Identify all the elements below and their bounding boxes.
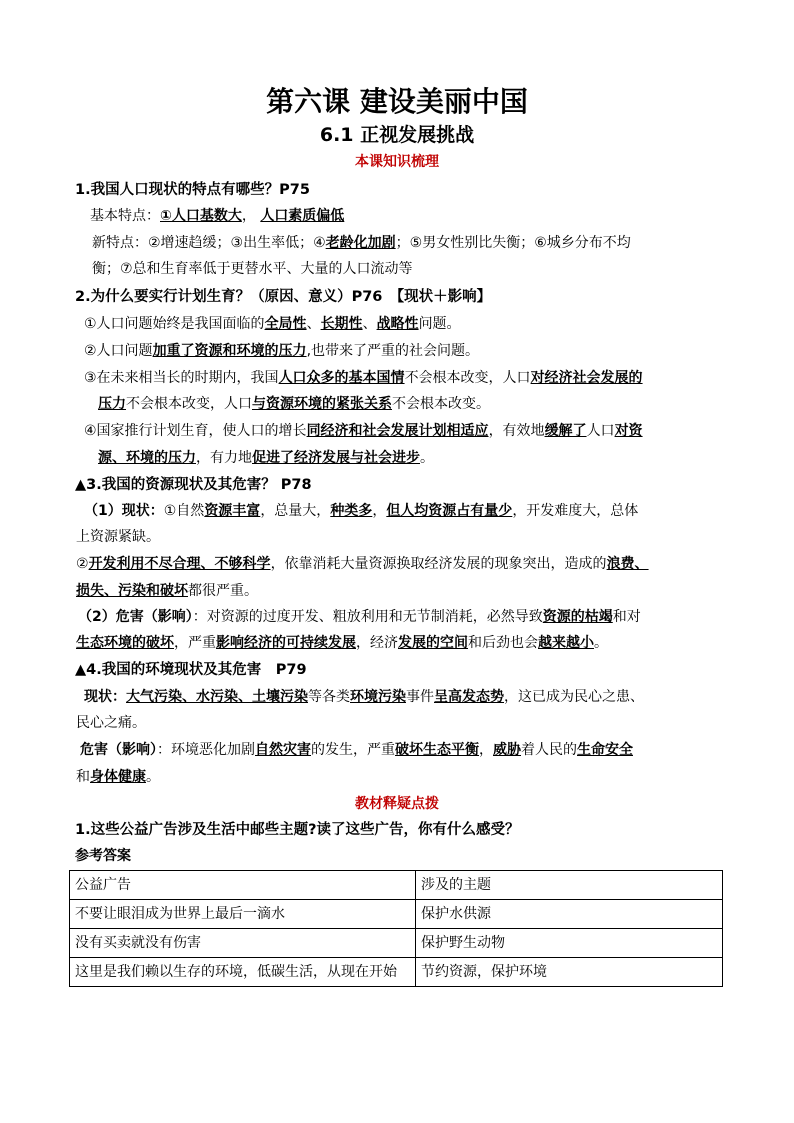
q3-s2-e: 损失、污染和破坏 (76, 583, 188, 599)
table-row (70, 900, 723, 929)
q2-p4-a: ④国家推行计划生育，使人口的增长 (84, 423, 307, 439)
q4-harm-label: 危害（影响） (80, 742, 157, 758)
q3-s1-e: ， (372, 503, 387, 519)
q3-h-c: 和对 (612, 609, 641, 625)
q2-point-2 (84, 340, 479, 362)
question-2-title: 2.为什么要实行计划生育？（原因、意义）P76 【现状＋影响】 (75, 289, 492, 305)
q2-p3-e: 压力 (98, 396, 126, 412)
q3-status-line (84, 500, 638, 522)
q3-s1-f: 但人均资源占有量少 (386, 503, 513, 519)
q4-h-f: 威胁 (493, 742, 521, 758)
q3-status-line-2: 上资源紧缺。 (76, 529, 160, 545)
q4-h-a: ：环境恶化加剧 (157, 742, 255, 758)
q1-basic-line (90, 205, 344, 227)
q2-p4-e: 人口 (586, 423, 615, 439)
table-cell: 保护野生动物 (416, 929, 723, 958)
q2-p1-a: ①人口问题始终是我国面临的 (84, 316, 265, 332)
q4-h-c: 的发生，严重 (311, 742, 395, 758)
q1-basic-2: 人口素质偏低 (260, 208, 345, 224)
table-cell: 这里是我们赖以生存的环境，低碳生活，从现在开始 (70, 958, 416, 987)
q2-p2-a: ②人口问题 (84, 343, 153, 359)
q4-h-b: 自然灾害 (255, 742, 311, 758)
q4-h-h: 生命安全 (577, 742, 633, 758)
q3-status-label: （1）现状： (84, 503, 164, 519)
q3-h-k: 。 (594, 635, 608, 651)
q2-p4-j: 。 (420, 450, 434, 466)
table-header-row (70, 871, 723, 900)
q1-basic-label: 基本特点： (90, 208, 160, 224)
q3-h-h: 发展的空间 (398, 635, 468, 651)
q4-harm-line (80, 739, 633, 761)
q1-basic-sep: ， (241, 208, 256, 224)
q3-s2-a: ② (76, 556, 89, 572)
q2-point-1 (84, 313, 461, 335)
q3-status-point-2 (76, 553, 649, 575)
lesson-title: 第六课 建设美丽中国 (266, 85, 528, 118)
q2-p1-d: 长期性 (320, 316, 363, 332)
q4-harm-line-2 (76, 766, 160, 788)
q3-h-b: 资源的枯竭 (542, 609, 613, 625)
q3-s1-g: ，开发难度大，总体 (512, 503, 639, 519)
q4-h-k: 。 (146, 769, 160, 785)
q3-s2-c: ，依靠消耗大量资源换取经济发展的现象突出，造成的 (270, 556, 607, 572)
q4-h-e: ， (479, 742, 493, 758)
q2-p2-c: ,也带来了严重的社会问题。 (306, 343, 480, 359)
q4-s-b: 等各类 (308, 689, 350, 705)
q2-p4-h: ，有力地 (196, 450, 252, 466)
q4-s-a: 大气污染、水污染、土壤污染 (126, 689, 308, 705)
q4-s-c: 环境污染 (350, 689, 406, 705)
q2-p1-g: 问题。 (418, 316, 461, 332)
question-4-title: ▲4.我国的环境现状及其危害 P79 (75, 662, 307, 678)
q4-status-line-2: 民心之痛。 (76, 715, 146, 731)
q2-point-3 (84, 367, 643, 389)
reference-answer-label: 参考答案 (75, 848, 131, 864)
q3-s2-f: 都很严重。 (188, 583, 258, 599)
q3-h-j: 越来越小 (538, 635, 594, 651)
q3-harm-line (78, 606, 641, 628)
q2-p3-f: 不会根本改变，人口 (126, 396, 252, 412)
q2-p1-f: 战略性 (376, 316, 419, 332)
q4-status-line (84, 686, 644, 708)
q1-new-line (92, 232, 631, 254)
q3-h-e: ，严重 (174, 635, 216, 651)
q2-p3-h: 不会根本改变。 (392, 396, 490, 412)
q2-p4-c: ，有效地 (488, 423, 545, 439)
q2-p3-g: 与资源环境的紧张关系 (252, 396, 392, 412)
reference-table (69, 870, 723, 987)
textbook-question-1-title: 1.这些公益广告涉及生活中邮些主题?读了这些广告，你有什么感受？ (75, 822, 520, 838)
q3-s2-b: 开发利用不尽合理、不够科学 (88, 556, 271, 572)
question-3-title: ▲3.我国的资源现状及其危害？ P78 (75, 477, 312, 493)
q3-harm-label: （2）危害（影响） (78, 609, 193, 625)
q1-new-a: ②增速趋缓；③出生率低；④ (148, 235, 326, 251)
q1-new-b: 老龄化加剧 (325, 235, 396, 251)
q3-h-a: ：对资源的过度开发、粗放利用和无节制消耗，必然导致 (192, 609, 543, 625)
q4-s-e: 呈高发态势 (434, 689, 504, 705)
table-cell: 没有买卖就没有伤害 (70, 929, 416, 958)
q2-p4-i: 促进了经济发展与社会进步 (252, 450, 420, 466)
q2-point-3-cont (98, 393, 490, 415)
q3-h-d: 生态环境的破坏 (76, 635, 174, 651)
q4-h-g: 着人民的 (521, 742, 577, 758)
q2-p2-b: 加重了资源和环境的压力 (152, 343, 307, 359)
q4-h-d: 破坏生态平衡 (395, 742, 479, 758)
q1-new-label: 新特点： (92, 235, 148, 251)
section-heading-knowledge: 本课知识梳理 (355, 154, 439, 170)
table-row (70, 958, 723, 987)
table-header-cell: 涉及的主题 (416, 871, 723, 900)
table-header-cell: 公益广告 (70, 871, 416, 900)
q2-point-4-cont (98, 447, 434, 469)
section-heading-textbook: 教材释疑点拨 (355, 796, 439, 812)
q3-status-point-2-cont (76, 580, 258, 602)
q4-s-d: 事件 (406, 689, 434, 705)
q3-s1-d: 种类多 (330, 503, 373, 519)
q3-h-g: ，经济 (356, 635, 398, 651)
q4-h-i: 和 (76, 769, 90, 785)
table-cell: 保护水供源 (416, 900, 723, 929)
q3-h-i: 和后劲也会 (468, 635, 538, 651)
q1-new-line-2: 衡；⑦总和生育率低于更替水平、大量的人口流动等 (92, 261, 413, 277)
q2-p3-a: ③在未来相当长的时期内，我国 (84, 370, 279, 386)
q4-h-j: 身体健康 (90, 769, 146, 785)
q2-p3-b: 人口众多的基本国情 (278, 370, 405, 386)
q3-s1-c: ，总量大， (260, 503, 331, 519)
q3-s1-a: ①自然 (163, 503, 205, 519)
q2-point-4 (84, 420, 643, 442)
q2-p3-d: 对经济社会发展的 (530, 370, 643, 386)
q3-h-f: 影响经济的可持续发展 (216, 635, 356, 651)
q2-p4-g: 源、环境的压力 (98, 450, 196, 466)
table-row (70, 929, 723, 958)
q2-p1-b: 全局性 (264, 316, 307, 332)
q2-p3-c: 不会根本改变，人口 (404, 370, 531, 386)
q4-status-label: 现状： (84, 689, 126, 705)
table-cell: 不要让眼泪成为世界上最后一滴水 (70, 900, 416, 929)
lesson-subtitle: 6.1 正视发展挑战 (319, 124, 475, 146)
q1-new-c: ；⑤男女性别比失衡；⑥城乡分布不均 (395, 235, 631, 251)
q3-s2-d: 浪费、 (606, 556, 649, 572)
q2-p4-b: 同经济和社会发展计划相适应 (306, 423, 489, 439)
q2-p4-f: 对资 (614, 423, 643, 439)
q1-basic-1: ①人口基数大 (160, 208, 242, 224)
q3-harm-line-2 (76, 632, 608, 654)
q2-p4-d: 缓解了 (544, 423, 587, 439)
question-1-title: 1.我国人口现状的特点有哪些？P75 (75, 182, 310, 198)
q2-p1-c: 、 (306, 316, 321, 332)
table-cell: 节约资源，保护环境 (416, 958, 723, 987)
q2-p1-e: 、 (362, 316, 377, 332)
q4-s-f: ，这已成为民心之患、 (504, 689, 644, 705)
q3-s1-b: 资源丰富 (204, 503, 261, 519)
